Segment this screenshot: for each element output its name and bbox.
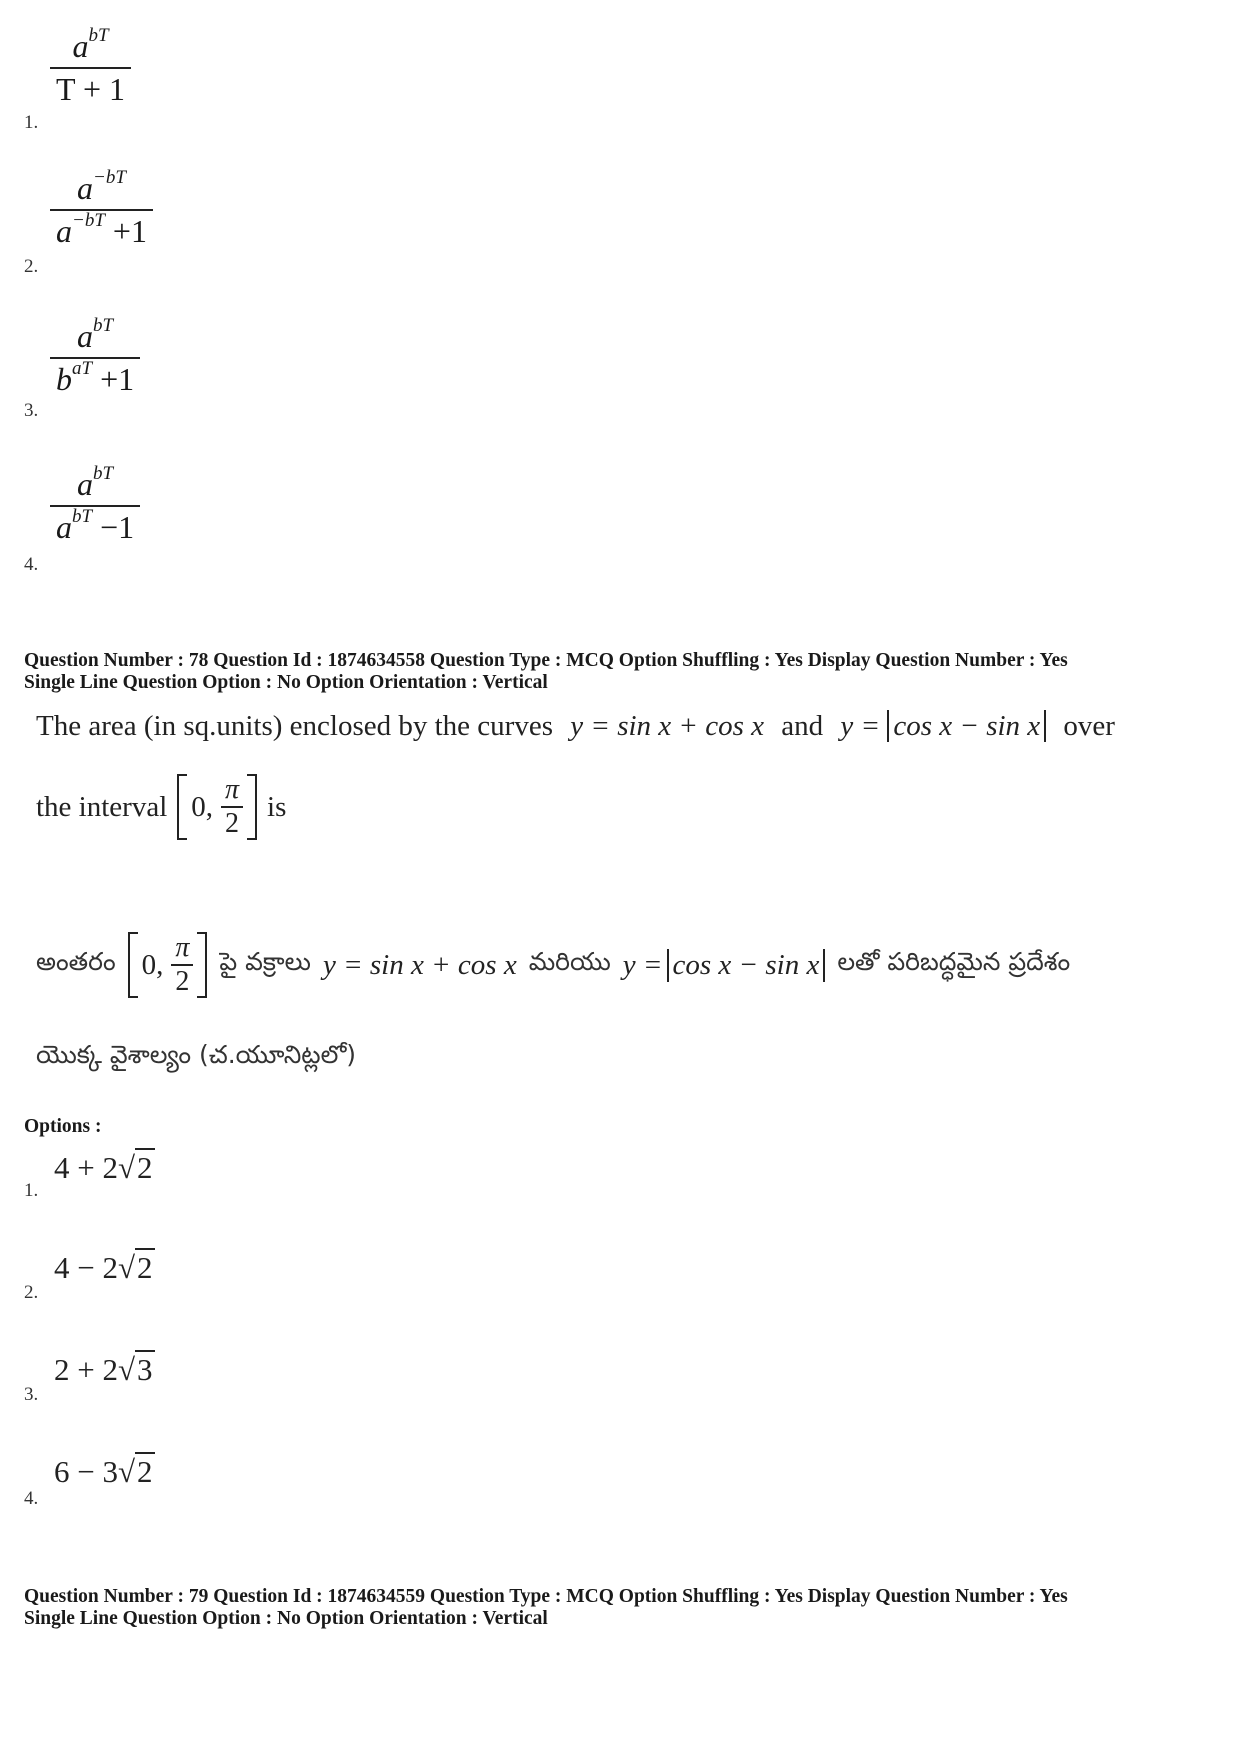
prev-option-1-number: 1.: [24, 112, 39, 133]
prev-option-2-formula: [50, 167, 153, 250]
q78-and: and: [781, 710, 824, 742]
denominator-base: a: [56, 213, 72, 249]
numerator-exponent: bT: [93, 463, 114, 485]
interval-start: 0,: [141, 948, 164, 981]
q78-meta-line-2: Single Line Question Option : No Option Orientation : Vertical: [24, 672, 548, 693]
q78-telugu-interval: [128, 932, 208, 998]
q78-telugu-region: లతో పరిబద్ధమైన ప్రదేశం: [837, 947, 1071, 976]
q78-telugu-interval-word: అంతరం: [36, 947, 116, 976]
q78-english-line-2: [36, 774, 286, 840]
interval-denominator: 2: [171, 964, 193, 998]
q78-telugu-curve-2-abs: cos x − sin x: [667, 949, 826, 982]
interval-denominator: 2: [221, 806, 243, 840]
q78-telugu-and: మరియు: [528, 947, 611, 976]
prev-option-2-number: 2.: [24, 256, 39, 277]
option-lead: 4 − 2: [54, 1250, 118, 1285]
denominator-base: b: [56, 361, 72, 397]
interval-start: 0,: [191, 790, 214, 823]
option-radicand: 2: [137, 1150, 153, 1185]
denominator-rest: −1: [92, 509, 135, 545]
prev-option-4-formula: [50, 463, 140, 546]
denominator-exponent: bT: [72, 506, 93, 528]
denominator-rest: +1: [92, 361, 135, 397]
numerator-base: a: [77, 170, 94, 206]
q78-meta: [24, 650, 1068, 694]
prev-option-3-number: 3.: [24, 400, 39, 421]
interval-pi: π: [175, 932, 190, 963]
q78-telugu-curve-1: y = sin x + cos x: [322, 948, 517, 981]
interval-pi: π: [225, 774, 240, 805]
q79-meta-line-1: Question Number : 79 Question Id : 1874634559 Question Type : MCQ Option Shuffling : Yes Display Question Number : Yes: [24, 1586, 1068, 1607]
q78-telugu-curves-word: పై వక్రాలు: [219, 947, 311, 976]
option-lead: 6 − 3: [54, 1454, 118, 1489]
denominator-rest: +1: [104, 213, 147, 249]
option-radicand: 3: [137, 1352, 153, 1387]
denominator-exponent: aT: [72, 358, 93, 380]
sqrt-sign: √: [117, 1150, 135, 1185]
denominator: T + 1: [50, 67, 131, 108]
numerator-exponent: bT: [88, 25, 109, 47]
q78-telugu-curve-2-lhs: y =: [622, 948, 663, 981]
option-lead: 2 + 2: [54, 1352, 118, 1387]
q79-meta: [24, 1586, 1068, 1630]
q78-option-3[interactable]: [54, 1352, 155, 1388]
q78-option-1[interactable]: [54, 1150, 155, 1186]
prev-option-3-formula: [50, 315, 140, 398]
numerator-base: a: [72, 28, 89, 64]
q78-meta-line-1: Question Number : 78 Question Id : 1874634558 Question Type : MCQ Option Shuffling : Yes Display Question Number : Yes: [24, 650, 1068, 671]
numerator-base: a: [77, 318, 94, 354]
q78-interval-text: the interval: [36, 790, 168, 823]
denominator-base: a: [56, 509, 72, 545]
q78-curve-1: y = sin x + cos x: [570, 710, 765, 742]
q78-curve-2-lhs: y =: [840, 710, 881, 742]
sqrt-sign: √: [117, 1454, 135, 1489]
numerator-exponent: bT: [93, 315, 114, 337]
q78-option-2-number: 2.: [24, 1282, 39, 1303]
q78-english-line-1: [36, 710, 1115, 743]
q78-option-4-number: 4.: [24, 1488, 39, 1509]
q78-option-4[interactable]: [54, 1454, 155, 1490]
numerator-exponent: −bT: [93, 167, 126, 189]
option-radicand: 2: [137, 1454, 153, 1489]
q78-telugu-line-2: యొక్క వైశాల్యం (చ.యూనిట్లలో): [36, 1040, 357, 1069]
option-lead: 4 + 2: [54, 1150, 118, 1185]
q78-telugu-line-1: [36, 932, 1070, 998]
option-radicand: 2: [137, 1250, 153, 1285]
q78-text-area: The area (in sq.units) enclosed by the curves: [36, 710, 553, 742]
q78-over: over: [1063, 710, 1115, 742]
sqrt-sign: √: [117, 1352, 135, 1387]
prev-option-1-formula: [50, 25, 131, 108]
q78-curve-2-abs: cos x − sin x: [887, 710, 1046, 742]
q78-option-1-number: 1.: [24, 1180, 39, 1201]
q78-interval: [177, 774, 257, 840]
denominator-exponent: −bT: [72, 210, 105, 232]
q78-option-3-number: 3.: [24, 1384, 39, 1405]
numerator-base: a: [77, 466, 94, 502]
options-label: Options :: [24, 1116, 102, 1137]
prev-option-4-number: 4.: [24, 554, 39, 575]
sqrt-sign: √: [117, 1250, 135, 1285]
q79-meta-line-2: Single Line Question Option : No Option Orientation : Vertical: [24, 1608, 548, 1629]
q78-is: is: [267, 790, 287, 823]
q78-option-2[interactable]: [54, 1250, 155, 1286]
